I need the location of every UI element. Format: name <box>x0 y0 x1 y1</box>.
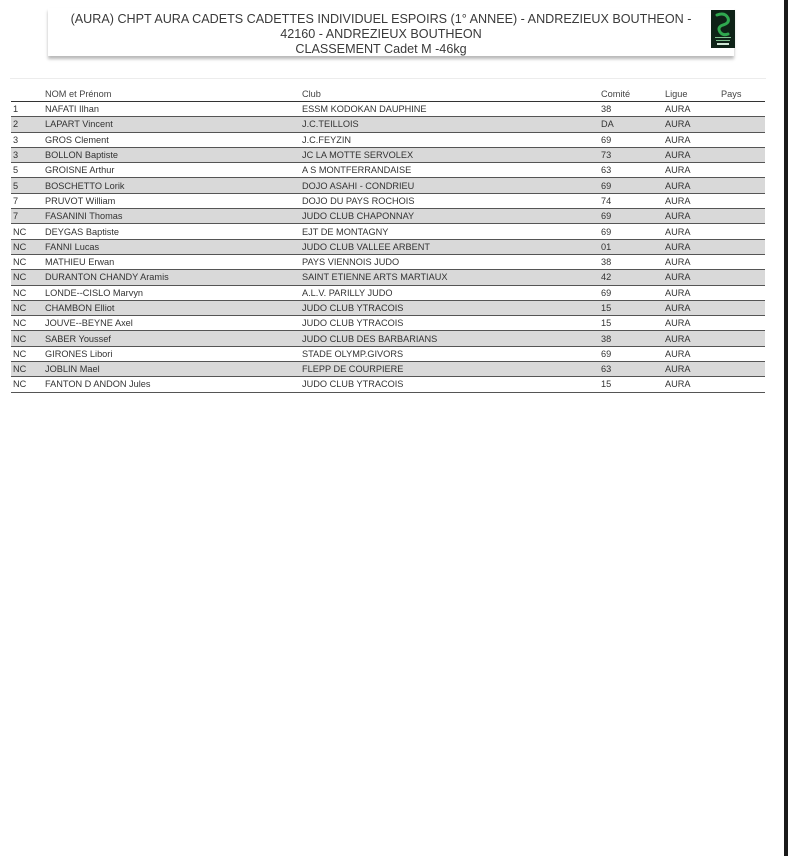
table-header-row <box>11 87 765 102</box>
table-row <box>11 239 765 254</box>
cell-pays <box>719 362 765 377</box>
cell-club: JUDO CLUB YTRACOIS <box>300 300 599 315</box>
cell-club: DOJO ASAHI - CONDRIEU <box>300 178 599 193</box>
cell-ligue: AURA <box>663 270 719 285</box>
cell-rank: 1 <box>11 102 43 117</box>
table-row <box>11 362 765 377</box>
cell-comite: 15 <box>599 316 663 331</box>
cell-comite: 38 <box>599 254 663 269</box>
table-row <box>11 132 765 147</box>
col-pays: Pays <box>719 87 765 102</box>
cell-name: BOLLON Baptiste <box>43 147 300 162</box>
cell-pays <box>719 377 765 392</box>
table-row <box>11 270 765 285</box>
cell-club: PAYS VIENNOIS JUDO <box>300 254 599 269</box>
table-row <box>11 254 765 269</box>
cell-ligue: AURA <box>663 224 719 239</box>
cell-name: CHAMBON Elliot <box>43 300 300 315</box>
cell-club: STADE OLYMP.GIVORS <box>300 346 599 361</box>
cell-ligue: AURA <box>663 377 719 392</box>
cell-pays <box>719 254 765 269</box>
divider <box>10 78 766 79</box>
cell-rank: NC <box>11 239 43 254</box>
table-row <box>11 147 765 162</box>
cell-club: J.C.FEYZIN <box>300 132 599 147</box>
cell-name: GIRONES Libori <box>43 346 300 361</box>
cell-rank: NC <box>11 300 43 315</box>
table-row <box>11 193 765 208</box>
cell-club: ESSM KODOKAN DAUPHINE <box>300 102 599 117</box>
cell-rank: 5 <box>11 178 43 193</box>
cell-pays <box>719 285 765 300</box>
cell-pays <box>719 102 765 117</box>
table-row <box>11 224 765 239</box>
cell-comite: 38 <box>599 102 663 117</box>
cell-rank: NC <box>11 224 43 239</box>
cell-rank: 7 <box>11 209 43 224</box>
cell-ligue: AURA <box>663 316 719 331</box>
cell-pays <box>719 331 765 346</box>
cell-ligue: AURA <box>663 331 719 346</box>
cell-ligue: AURA <box>663 362 719 377</box>
cell-club: JC LA MOTTE SERVOLEX <box>300 147 599 162</box>
cell-club: A S MONTFERRANDAISE <box>300 163 599 178</box>
cell-name: SABER Youssef <box>43 331 300 346</box>
page-edge <box>784 0 788 856</box>
cell-ligue: AURA <box>663 178 719 193</box>
cell-pays <box>719 163 765 178</box>
table-row <box>11 331 765 346</box>
ranking-table <box>11 87 765 393</box>
cell-club: J.C.TEILLOIS <box>300 117 599 132</box>
cell-name: NAFATI Ilhan <box>43 102 300 117</box>
cell-name: LAPART Vincent <box>43 117 300 132</box>
cell-ligue: AURA <box>663 346 719 361</box>
cell-rank: NC <box>11 362 43 377</box>
cell-pays <box>719 178 765 193</box>
cell-ligue: AURA <box>663 254 719 269</box>
cell-pays <box>719 270 765 285</box>
cell-name: JOUVE--BEYNE Axel <box>43 316 300 331</box>
cell-rank: NC <box>11 316 43 331</box>
col-name: NOM et Prénom <box>43 87 300 102</box>
table-row <box>11 209 765 224</box>
cell-rank: NC <box>11 285 43 300</box>
page-title <box>56 12 706 57</box>
cell-rank: 3 <box>11 132 43 147</box>
table-row <box>11 316 765 331</box>
cell-comite: 15 <box>599 300 663 315</box>
cell-club: A.L.V. PARILLY JUDO <box>300 285 599 300</box>
cell-ligue: AURA <box>663 117 719 132</box>
cell-ligue: AURA <box>663 193 719 208</box>
table-row <box>11 300 765 315</box>
cell-ligue: AURA <box>663 147 719 162</box>
cell-ligue: AURA <box>663 239 719 254</box>
cell-pays <box>719 117 765 132</box>
cell-rank: NC <box>11 331 43 346</box>
cell-rank: NC <box>11 377 43 392</box>
cell-rank: 3 <box>11 147 43 162</box>
cell-pays <box>719 239 765 254</box>
cell-name: LONDE--CISLO Marvyn <box>43 285 300 300</box>
col-rank <box>11 87 43 102</box>
cell-pays <box>719 346 765 361</box>
cell-ligue: AURA <box>663 300 719 315</box>
table-row <box>11 285 765 300</box>
cell-rank: 2 <box>11 117 43 132</box>
cell-comite: 74 <box>599 193 663 208</box>
cell-name: FANTON D ANDON Jules <box>43 377 300 392</box>
table-row <box>11 117 765 132</box>
cell-pays <box>719 147 765 162</box>
cell-comite: 73 <box>599 147 663 162</box>
cell-comite: 01 <box>599 239 663 254</box>
cell-club: DOJO DU PAYS ROCHOIS <box>300 193 599 208</box>
cell-ligue: AURA <box>663 132 719 147</box>
col-comite: Comité <box>599 87 663 102</box>
cell-comite: 69 <box>599 209 663 224</box>
cell-comite: 63 <box>599 163 663 178</box>
cell-club: JUDO CLUB YTRACOIS <box>300 316 599 331</box>
cell-pays <box>719 316 765 331</box>
cell-ligue: AURA <box>663 102 719 117</box>
cell-club: EJT DE MONTAGNY <box>300 224 599 239</box>
col-ligue: Ligue <box>663 87 719 102</box>
cell-comite: 69 <box>599 224 663 239</box>
table-row <box>11 163 765 178</box>
cell-comite: 15 <box>599 377 663 392</box>
cell-club: JUDO CLUB DES BARBARIANS <box>300 331 599 346</box>
title-line-3: CLASSEMENT Cadet M -46kg <box>295 42 467 56</box>
cell-name: DEYGAS Baptiste <box>43 224 300 239</box>
cell-club: JUDO CLUB VALLEE ARBENT <box>300 239 599 254</box>
cell-name: FANNI Lucas <box>43 239 300 254</box>
cell-name: GROISNE Arthur <box>43 163 300 178</box>
cell-rank: 7 <box>11 193 43 208</box>
cell-comite: 38 <box>599 331 663 346</box>
cell-comite: 69 <box>599 285 663 300</box>
document-header <box>48 8 734 56</box>
table-row <box>11 377 765 392</box>
cell-comite: DA <box>599 117 663 132</box>
cell-rank: NC <box>11 270 43 285</box>
cell-name: DURANTON CHANDY Aramis <box>43 270 300 285</box>
cell-name: JOBLIN Mael <box>43 362 300 377</box>
judo-federation-logo-icon <box>711 10 735 48</box>
cell-pays <box>719 224 765 239</box>
cell-pays <box>719 132 765 147</box>
cell-club: SAINT ETIENNE ARTS MARTIAUX <box>300 270 599 285</box>
title-line-1: (AURA) CHPT AURA CADETS CADETTES INDIVIDUEL ESPOIRS (1° ANNEE) - ANDREZIEUX BOUTHEON - <box>70 12 692 26</box>
cell-name: PRUVOT William <box>43 193 300 208</box>
cell-comite: 69 <box>599 178 663 193</box>
cell-comite: 69 <box>599 132 663 147</box>
cell-name: MATHIEU Erwan <box>43 254 300 269</box>
cell-comite: 69 <box>599 346 663 361</box>
cell-name: GROS Clement <box>43 132 300 147</box>
cell-club: JUDO CLUB YTRACOIS <box>300 377 599 392</box>
cell-comite: 63 <box>599 362 663 377</box>
table-row <box>11 346 765 361</box>
cell-rank: NC <box>11 346 43 361</box>
cell-ligue: AURA <box>663 209 719 224</box>
table-row <box>11 102 765 117</box>
cell-club: JUDO CLUB CHAPONNAY <box>300 209 599 224</box>
cell-comite: 42 <box>599 270 663 285</box>
cell-pays <box>719 300 765 315</box>
cell-name: FASANINI Thomas <box>43 209 300 224</box>
cell-rank: 5 <box>11 163 43 178</box>
cell-name: BOSCHETTO Lorik <box>43 178 300 193</box>
title-line-2: 42160 - ANDREZIEUX BOUTHEON <box>280 27 482 41</box>
cell-rank: NC <box>11 254 43 269</box>
cell-club: FLEPP DE COURPIERE <box>300 362 599 377</box>
cell-ligue: AURA <box>663 285 719 300</box>
table-row <box>11 178 765 193</box>
cell-ligue: AURA <box>663 163 719 178</box>
cell-pays <box>719 209 765 224</box>
cell-pays <box>719 193 765 208</box>
col-club: Club <box>300 87 599 102</box>
